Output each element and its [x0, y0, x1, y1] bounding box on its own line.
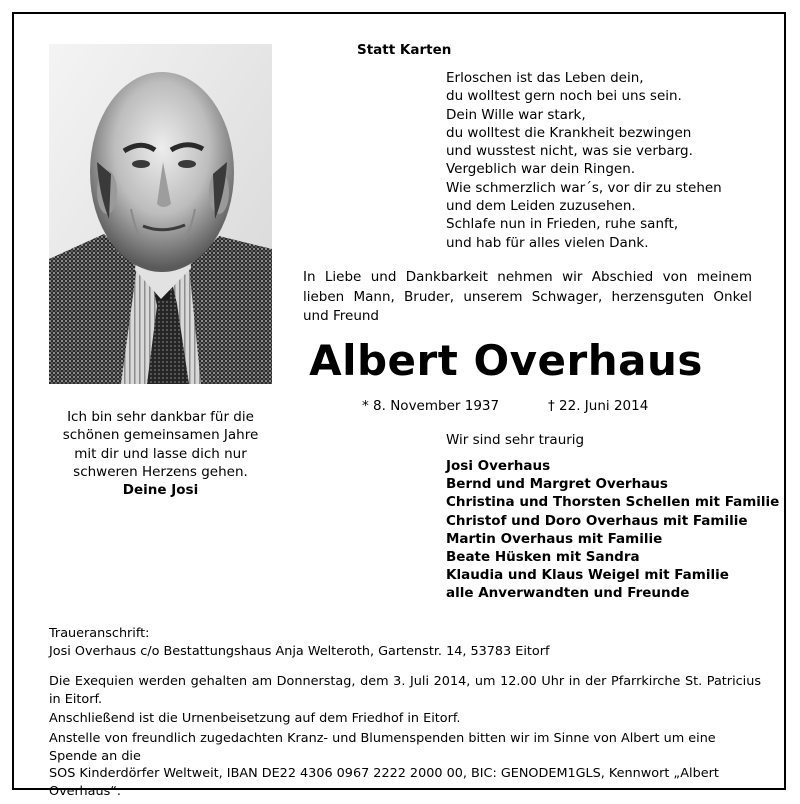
- mourners-intro: Wir sind sehr traurig: [446, 432, 585, 448]
- address-label: Traueranschrift:: [49, 626, 150, 641]
- mourner-item: Josi Overhaus: [446, 458, 551, 474]
- deceased-name: Albert Overhaus: [309, 336, 703, 385]
- exequien-text: Die Exequien werden gehalten am Donnerstag, dem 3. Juli 2014, um 12.00 Uhr in der Pfarrkirche St. Patricius in Eitorf.: [49, 674, 761, 707]
- poem: [446, 69, 722, 252]
- poem-line: du wolltest die Krankheit bezwingen: [446, 124, 692, 141]
- portrait-photo: [49, 44, 272, 384]
- poem-line: Erloschen ist das Leben dein,: [446, 70, 644, 86]
- poem-line: Vergeblich war dein Ringen.: [446, 161, 636, 178]
- donation-text: [49, 730, 761, 800]
- mourner-item: Beate Hüsken mit Sandra: [446, 549, 640, 566]
- donation-line: SOS Kinderdörfer Weltweit, IBAN DE22 4306 0967 2222 2000 00, BIC: GENODEM1GLS, Kennwort „Albert Overhaus“.: [49, 766, 719, 799]
- poem-line: du wolltest gern noch bei uns sein.: [446, 88, 682, 105]
- address-text: Josi Overhaus c/o Bestattungshaus Anja Welteroth, Gartenstr. 14, 53783 Eitorf: [49, 643, 550, 659]
- mourner-item: Klaudia und Klaus Weigel mit Familie: [446, 567, 729, 584]
- poem-line: Wie schmerzlich war´s, vor dir zu stehen: [446, 179, 722, 196]
- mourning-address: [49, 625, 761, 660]
- urn-burial-text: Anschließend ist die Urnenbeisetzung auf dem Friedhof in Eitorf.: [49, 711, 461, 726]
- mourner-item: Bernd und Margret Overhaus: [446, 476, 668, 493]
- mourner-item: Christof und Doro Overhaus mit Familie: [446, 512, 748, 529]
- quote-line: schweren Herzens gehen.: [73, 463, 248, 480]
- mourner-item: Martin Overhaus mit Familie: [446, 530, 663, 547]
- birth-date: * 8. November 1937: [362, 398, 500, 414]
- poem-line: Schlafe nun in Frieden, ruhe sanft,: [446, 216, 679, 233]
- poem-line: und dem Leiden zuzusehen.: [446, 198, 636, 215]
- personal-quote: [49, 408, 272, 499]
- quote-line: mit dir und lasse dich nur: [74, 445, 247, 462]
- quote-line: schönen gemeinsamen Jahre: [62, 427, 259, 444]
- statt-karten-label: Statt Karten: [357, 42, 452, 58]
- donation-line: Anstelle von freundlich zugedachten Kranz- und Blumenspenden bitten wir im Sinne von Albert um eine Spende an die: [49, 731, 716, 764]
- poem-line: Dein Wille war stark,: [446, 106, 586, 123]
- quote-line: Ich bin sehr dankbar für die: [67, 409, 254, 425]
- death-date: † 22. Juni 2014: [548, 398, 649, 414]
- mourner-item: alle Anverwandten und Freunde: [446, 585, 690, 602]
- poem-line: und wusstest nicht, was sie verbarg.: [446, 143, 693, 160]
- poem-line: und hab für alles vielen Dank.: [446, 234, 649, 251]
- mourners-list: [446, 457, 779, 603]
- quote-signature: Deine Josi: [122, 482, 199, 499]
- mourner-item: Christina und Thorsten Schellen mit Familie: [446, 494, 780, 511]
- farewell-intro: In Liebe und Dankbarkeit nehmen wir Abschied von meinem lieben Mann, Bruder, unserem Schwager, herzensguten Onkel und Freund: [303, 269, 752, 324]
